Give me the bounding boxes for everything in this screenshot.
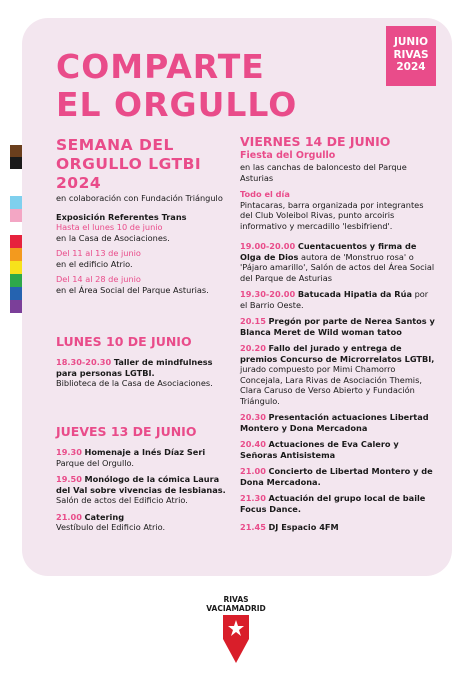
jueves-section: JUEVES 13 DE JUNIO 19.30 Homenaje a Inés Díaz Seri Parque del Orgullo. 19.50 Monólogo de la cómica Laura del Val sobre vivencias de lesbianas. Salón de actos del Edificio Atrio. 21.00 Catering Vestíbulo del Edificio Atrio.	[56, 424, 226, 532]
rivas-logo: RIVAS VACIAMADRID	[201, 596, 271, 663]
rivas-shield-icon	[223, 615, 249, 663]
viernes-section: VIERNES 14 DE JUNIO Fiesta del Orgullo en las canchas de baloncesto del Parque Asturias Todo el día Pintacaras, barra organizada por integrantes del Club Voleibol Rivas, punto arcoiris informativo y mercadillo 'lesbifriend'. 19.00-20.00 Cuentacuentos y firma de Olga de Dios autora de 'Monstruo rosa' o 'Pájaro amarillo', Salón de actos del Área Social del Parque de Asturias 19.30-20.00 Batucada Hipatia da Rúa por el Barrio Oeste. 20.15 Pregón por parte de Nerea Santos y Blanca Meret de Wild woman tatoo 20.20 Fallo del jurado y entrega de premios Concurso de Microrrelatos LGTBI, jurado compuesto por Mimi Chamorro Concejala, Lara Rivas de Asociación Themis, Clara Caruso de Verso Abierto y Fundación Triángulo. 20.30 Presentación actuaciones Libertad Montero y Dona Mercadona 20.40 Actuaciones de Eva Calero y Señoras Antisistema 21.00 Concierto de Libertad Montero y de Dona Mercadona. 21.30 Actuación del grupo local de baile Focus Dance. 21.45 DJ Espacio 4FM	[240, 134, 435, 532]
lunes-section: LUNES 10 DE JUNIO 18.30-20.30 Taller de mindfulness para personas LGTBI. Biblioteca de la Casa de Asociaciones.	[56, 334, 213, 388]
date-badge: JUNIO RIVAS 2024	[386, 26, 436, 86]
page-title: COMPARTE EL ORGULLO	[56, 47, 298, 124]
semana-section: SEMANA DEL ORGULLO LGTBI 2024 en colaboración con Fundación Triángulo Exposición Referentes Trans Hasta el lunes 10 de junio en la Casa de Asociaciones. Del 11 al 13 de junio en el edificio Atrio. Del 14 al 28 de junio en el Área Social del Parque Asturias.	[56, 136, 223, 295]
